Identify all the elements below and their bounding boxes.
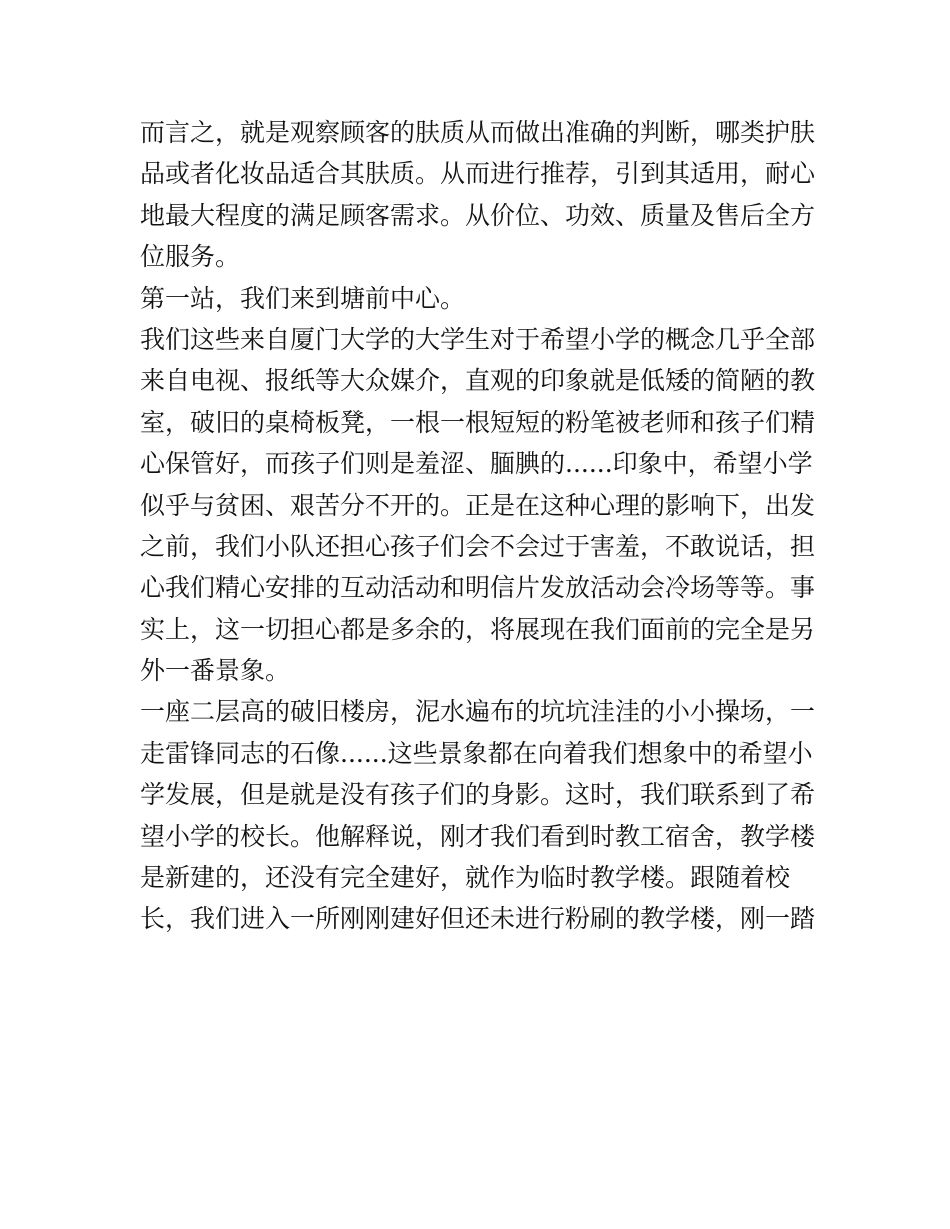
text-line: 我们这些来自厦门大学的大学生对于希望小学的概念几乎全部	[140, 324, 816, 354]
text-line: 外一番景象。	[140, 656, 291, 686]
text-line: 望小学的校长。他解释说，刚才我们看到时教工宿舍，教学楼	[140, 821, 816, 851]
text-line: 位服务。	[140, 242, 241, 272]
text-line: 品或者化妆品适合其肤质。从而进行推荐，引到其适用，耐心	[140, 159, 816, 189]
text-line: 心我们精心安排的互动活动和明信片发放活动会冷场等等。事	[140, 573, 816, 603]
text-line: 走雷锋同志的石像......这些景象都在向着我们想象中的希望小	[140, 738, 813, 768]
text-line: 实上，这一切担心都是多余的，将展现在我们面前的完全是另	[140, 614, 816, 644]
text-line: 似乎与贫困、艰苦分不开的。正是在这种心理的影响下，出发	[140, 490, 816, 520]
text-line: 来自电视、报纸等大众媒介，直观的印象就是低矮的简陋的教	[140, 366, 816, 396]
text-line: 而言之，就是观察顾客的肤质从而做出准确的判断，哪类护肤	[140, 118, 816, 147]
text-line: 一座二层高的破旧楼房，泥水遍布的坑坑洼洼的小小操场，一	[140, 697, 816, 727]
text-line: 室，破旧的桌椅板凳，一根一根短短的粉笔被老师和孩子们精	[140, 407, 816, 437]
text-line: 之前，我们小队还担心孩子们会不会过于害羞，不敢说话，担	[140, 531, 816, 561]
text-line: 心保管好，而孩子们则是羞涩、腼腆的......印象中，希望小学	[140, 449, 813, 479]
text-line: 学发展，但是就是没有孩子们的身影。这时，我们联系到了希	[140, 780, 816, 810]
text-line: 第一站，我们来到塘前中心。	[140, 283, 466, 313]
text-line: 地最大程度的满足顾客需求。从价位、功效、质量及售后全方	[140, 200, 816, 230]
text-line: 是新建的，还没有完全建好，就作为临时教学楼。跟随着校	[140, 863, 791, 893]
body-text	[140, 112, 820, 940]
text-line: 长，我们进入一所刚刚建好但还未进行粉刷的教学楼，刚一踏	[140, 904, 816, 934]
